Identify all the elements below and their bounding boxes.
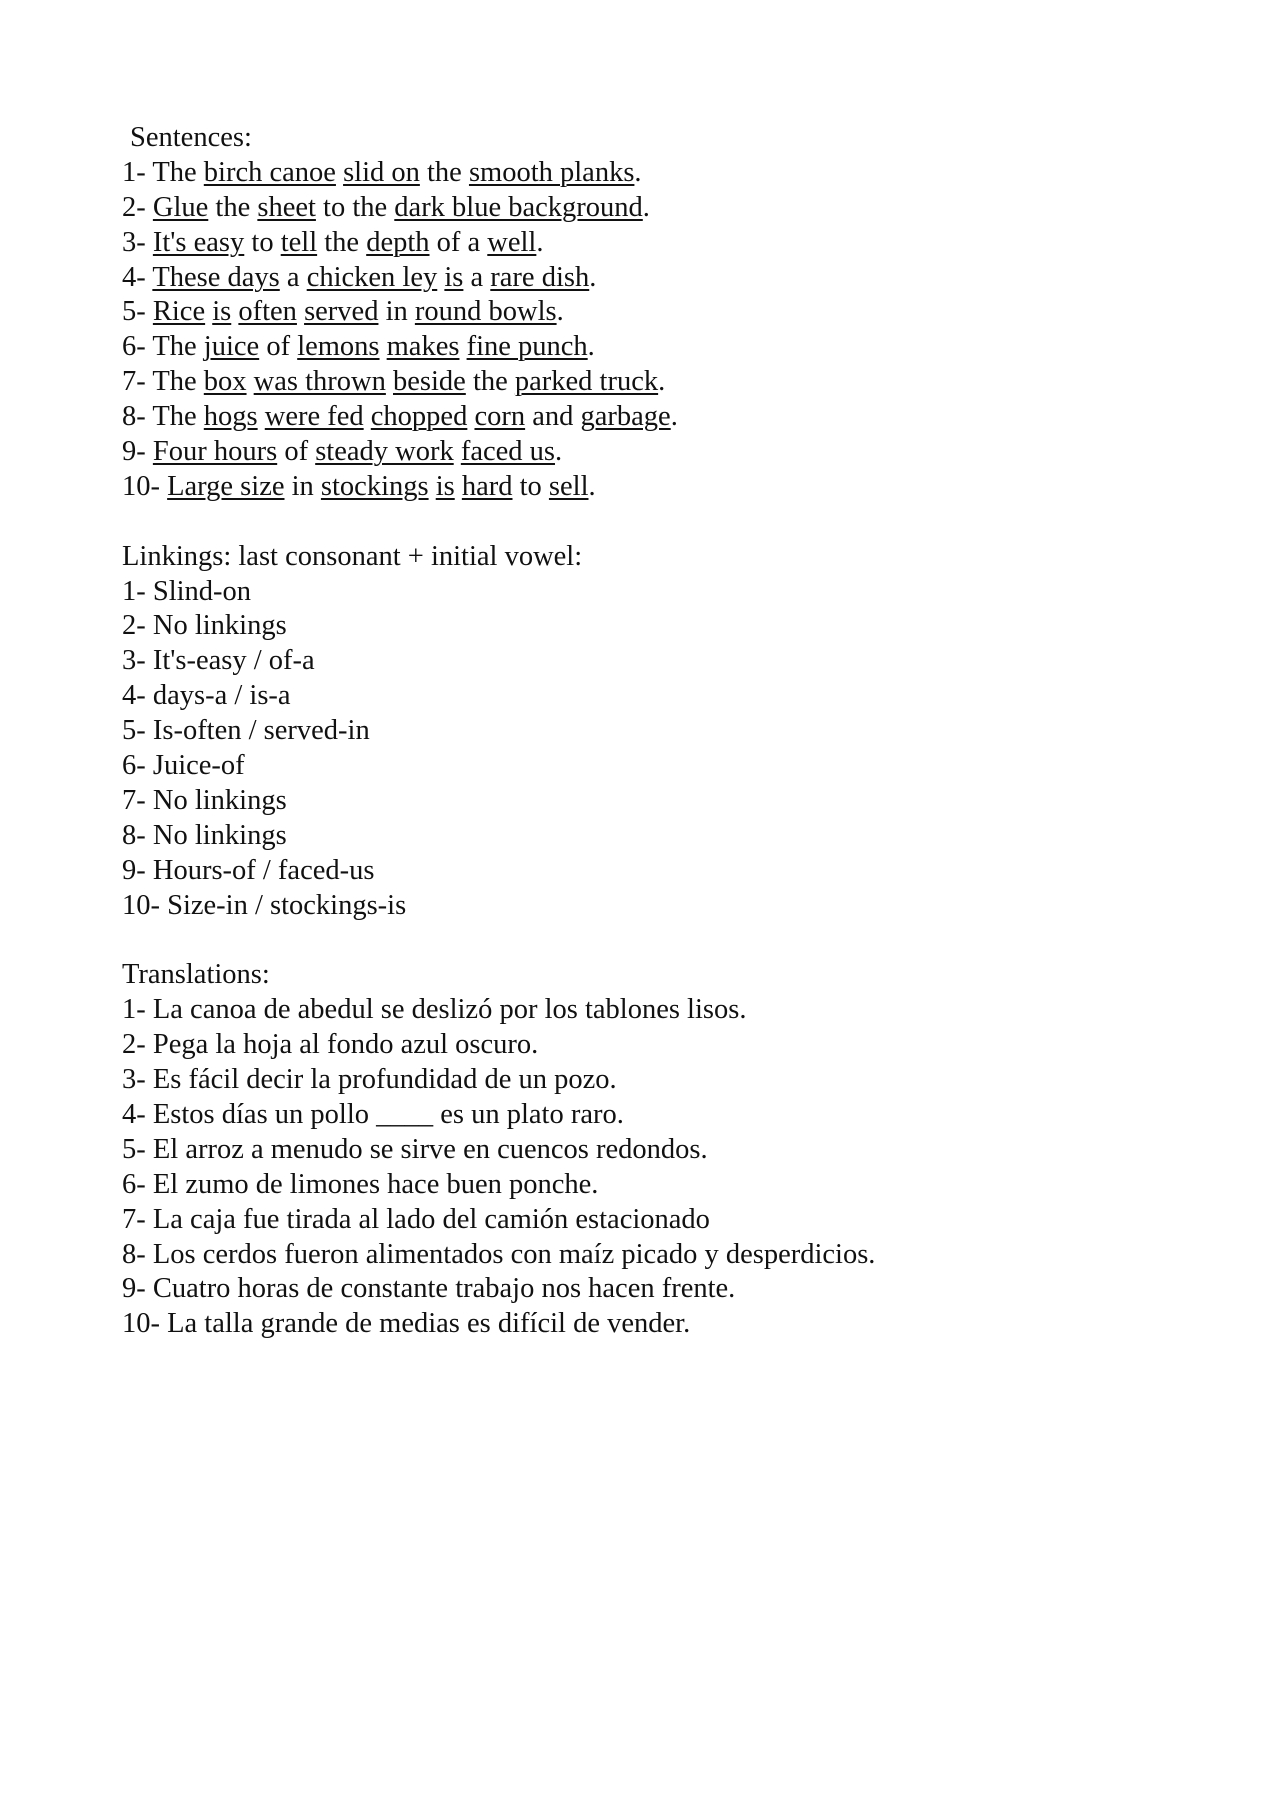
sentences-line xyxy=(122,226,1202,261)
text-segment: to xyxy=(512,470,549,502)
text-segment: . xyxy=(670,401,678,433)
text-segment: 7- La caja fue tirada al lado del camión estacionado xyxy=(122,1203,710,1235)
text-segment xyxy=(455,471,462,502)
translations-line xyxy=(122,1272,1202,1307)
underlined-phrase: faced us xyxy=(460,436,555,468)
underlined-phrase: served xyxy=(304,296,379,328)
text-segment: in xyxy=(284,470,321,502)
text-segment: of xyxy=(277,436,316,468)
underlined-phrase: sheet xyxy=(257,191,316,223)
linkings-line xyxy=(122,749,1202,784)
text-segment xyxy=(459,331,466,362)
section-heading-sentences: Sentences: xyxy=(130,122,252,153)
text-segment: of a xyxy=(429,226,488,258)
text-segment: in xyxy=(378,296,415,328)
underlined-phrase: corn xyxy=(474,401,526,433)
underlined-phrase: slid on xyxy=(343,156,420,188)
underlined-phrase: is xyxy=(435,470,455,502)
underlined-phrase: often xyxy=(238,296,297,328)
translations-line xyxy=(122,1098,1202,1133)
text-segment: 6- Juice-of xyxy=(122,750,245,782)
text-segment: 5- xyxy=(122,296,153,328)
translations-line xyxy=(122,1307,1202,1342)
text-segment: 7- The xyxy=(122,366,204,398)
text-segment: 2- No linkings xyxy=(122,610,287,642)
text-segment: . xyxy=(536,226,544,258)
text-segment: . xyxy=(642,191,650,223)
translations-line xyxy=(122,1133,1202,1168)
text-segment: 5- El arroz a menudo se sirve en cuencos redondos. xyxy=(122,1133,708,1165)
text-segment: . xyxy=(589,261,597,293)
text-segment: 8- No linkings xyxy=(122,819,287,851)
text-segment: 1- Slind-on xyxy=(122,575,252,607)
linkings-line xyxy=(122,819,1202,854)
translations-line xyxy=(122,1063,1202,1098)
section-heading-translations: Translations: xyxy=(122,959,270,991)
section-linkings xyxy=(122,540,1202,924)
underlined-phrase: beside xyxy=(393,366,466,398)
text-segment: 2- xyxy=(122,191,153,223)
text-segment xyxy=(247,366,254,397)
text-segment: 10- La talla grande de medias es difícil de vender. xyxy=(122,1308,691,1340)
document-body xyxy=(122,121,1202,1377)
sentences-line xyxy=(122,435,1202,470)
text-segment: 9- Cuatro horas de constante trabajo nos hacen frente. xyxy=(122,1273,736,1305)
underlined-phrase: rare dish xyxy=(490,261,590,293)
text-segment: 4- Estos días un pollo ____ es un plato raro. xyxy=(122,1098,624,1130)
text-segment: a xyxy=(463,261,491,293)
text-segment: the xyxy=(317,226,367,258)
text-segment: 6- The xyxy=(122,331,204,363)
text-segment: 9- Hours-of / faced-us xyxy=(122,854,375,886)
underlined-phrase: tell xyxy=(280,226,318,258)
linkings-line xyxy=(122,679,1202,714)
text-segment: 9- xyxy=(122,436,153,468)
linkings-line xyxy=(122,609,1202,644)
text-segment: of xyxy=(259,331,298,363)
text-segment: 3- Es fácil decir la profundidad de un pozo. xyxy=(122,1064,617,1096)
underlined-phrase: Rice xyxy=(152,296,206,328)
text-segment: 10- xyxy=(122,470,168,502)
text-segment: to the xyxy=(315,191,395,223)
text-segment: 4- days-a / is-a xyxy=(122,680,291,712)
translations-line xyxy=(122,1203,1202,1238)
section-heading-linkings: Linkings: last consonant + initial vowel: xyxy=(122,540,583,572)
text-segment: the xyxy=(208,191,258,223)
text-segment: . xyxy=(556,296,564,328)
text-segment xyxy=(297,296,304,327)
underlined-phrase: sell xyxy=(548,470,589,502)
text-segment: . xyxy=(588,470,596,502)
underlined-phrase: It's easy xyxy=(152,226,245,258)
text-segment: 5- Is-often / served-in xyxy=(122,715,370,747)
underlined-phrase: Large size xyxy=(167,470,285,502)
text-segment: the xyxy=(465,366,515,398)
text-segment: . xyxy=(587,331,595,363)
underlined-phrase: well xyxy=(487,226,537,258)
text-segment: a xyxy=(279,261,307,293)
text-segment xyxy=(336,157,343,188)
text-segment: 3- It's-easy / of-a xyxy=(122,645,315,677)
linkings-line xyxy=(122,714,1202,749)
linkings-line xyxy=(122,854,1202,889)
underlined-phrase: fine punch xyxy=(466,331,588,363)
section-translations xyxy=(122,958,1202,1342)
underlined-phrase: was thrown xyxy=(253,366,386,398)
translations-line xyxy=(122,1168,1202,1203)
text-segment: the xyxy=(419,156,469,188)
sentences-line xyxy=(122,400,1202,435)
underlined-phrase: parked truck xyxy=(514,366,659,398)
text-segment: and xyxy=(525,401,581,433)
underlined-phrase: box xyxy=(203,366,247,398)
section-sentences xyxy=(122,121,1202,505)
underlined-phrase: dark blue background xyxy=(394,191,643,223)
text-segment: 3- xyxy=(122,226,153,258)
text-segment: . xyxy=(658,366,666,398)
underlined-phrase: lemons xyxy=(297,331,380,363)
underlined-phrase: depth xyxy=(366,226,430,258)
underlined-phrase: garbage xyxy=(580,401,671,433)
underlined-phrase: These days xyxy=(152,261,280,293)
underlined-phrase: makes xyxy=(386,331,460,363)
underlined-phrase: Four hours xyxy=(152,436,278,468)
underlined-phrase: juice xyxy=(203,331,260,363)
linkings-line xyxy=(122,644,1202,679)
sentences-line xyxy=(122,330,1202,365)
text-segment: to xyxy=(244,226,281,258)
text-segment: 4- xyxy=(122,261,153,293)
underlined-phrase: is xyxy=(212,296,232,328)
translations-line xyxy=(122,1028,1202,1063)
text-segment: 7- No linkings xyxy=(122,784,287,816)
text-segment: 8- The xyxy=(122,401,204,433)
underlined-phrase: smooth planks xyxy=(468,156,635,188)
sentences-line xyxy=(122,470,1202,505)
linkings-line xyxy=(122,784,1202,819)
text-segment xyxy=(454,436,461,467)
text-segment xyxy=(380,331,387,362)
underlined-phrase: stockings xyxy=(320,470,429,502)
underlined-phrase: hogs xyxy=(203,401,258,433)
sentences-line xyxy=(122,295,1202,330)
sentences-line xyxy=(122,261,1202,296)
underlined-phrase: Glue xyxy=(152,191,209,223)
underlined-phrase: were fed xyxy=(264,401,364,433)
text-segment: 6- El zumo de limones hace buen ponche. xyxy=(122,1168,599,1200)
underlined-phrase: steady work xyxy=(315,436,454,468)
text-segment: . xyxy=(634,156,642,188)
text-segment xyxy=(258,401,265,432)
underlined-phrase: birch canoe xyxy=(203,156,336,188)
text-segment: 1- La canoa de abedul se deslizó por los tablones lisos. xyxy=(122,994,747,1026)
sentences-line xyxy=(122,191,1202,226)
sentences-line xyxy=(122,156,1202,191)
underlined-phrase: is xyxy=(444,261,464,293)
text-segment: . xyxy=(554,436,563,468)
text-segment xyxy=(364,401,371,432)
translations-line xyxy=(122,1238,1202,1273)
underlined-phrase: chopped xyxy=(370,401,468,433)
text-segment: 8- Los cerdos fueron alimentados con maíz picado y desperdicios. xyxy=(122,1238,876,1270)
linkings-line xyxy=(122,889,1202,924)
text-segment xyxy=(429,471,436,502)
underlined-phrase: round bowls xyxy=(414,296,557,328)
text-segment: 1- The xyxy=(122,156,204,188)
underlined-phrase: hard xyxy=(461,470,513,502)
sentences-line xyxy=(122,365,1202,400)
translations-line xyxy=(122,993,1202,1028)
linkings-line xyxy=(122,575,1202,610)
text-segment: 2- Pega la hoja al fondo azul oscuro. xyxy=(122,1029,539,1061)
text-segment: 10- Size-in / stockings-is xyxy=(122,889,407,921)
text-segment xyxy=(386,366,393,397)
underlined-phrase: chicken ley xyxy=(306,261,438,293)
